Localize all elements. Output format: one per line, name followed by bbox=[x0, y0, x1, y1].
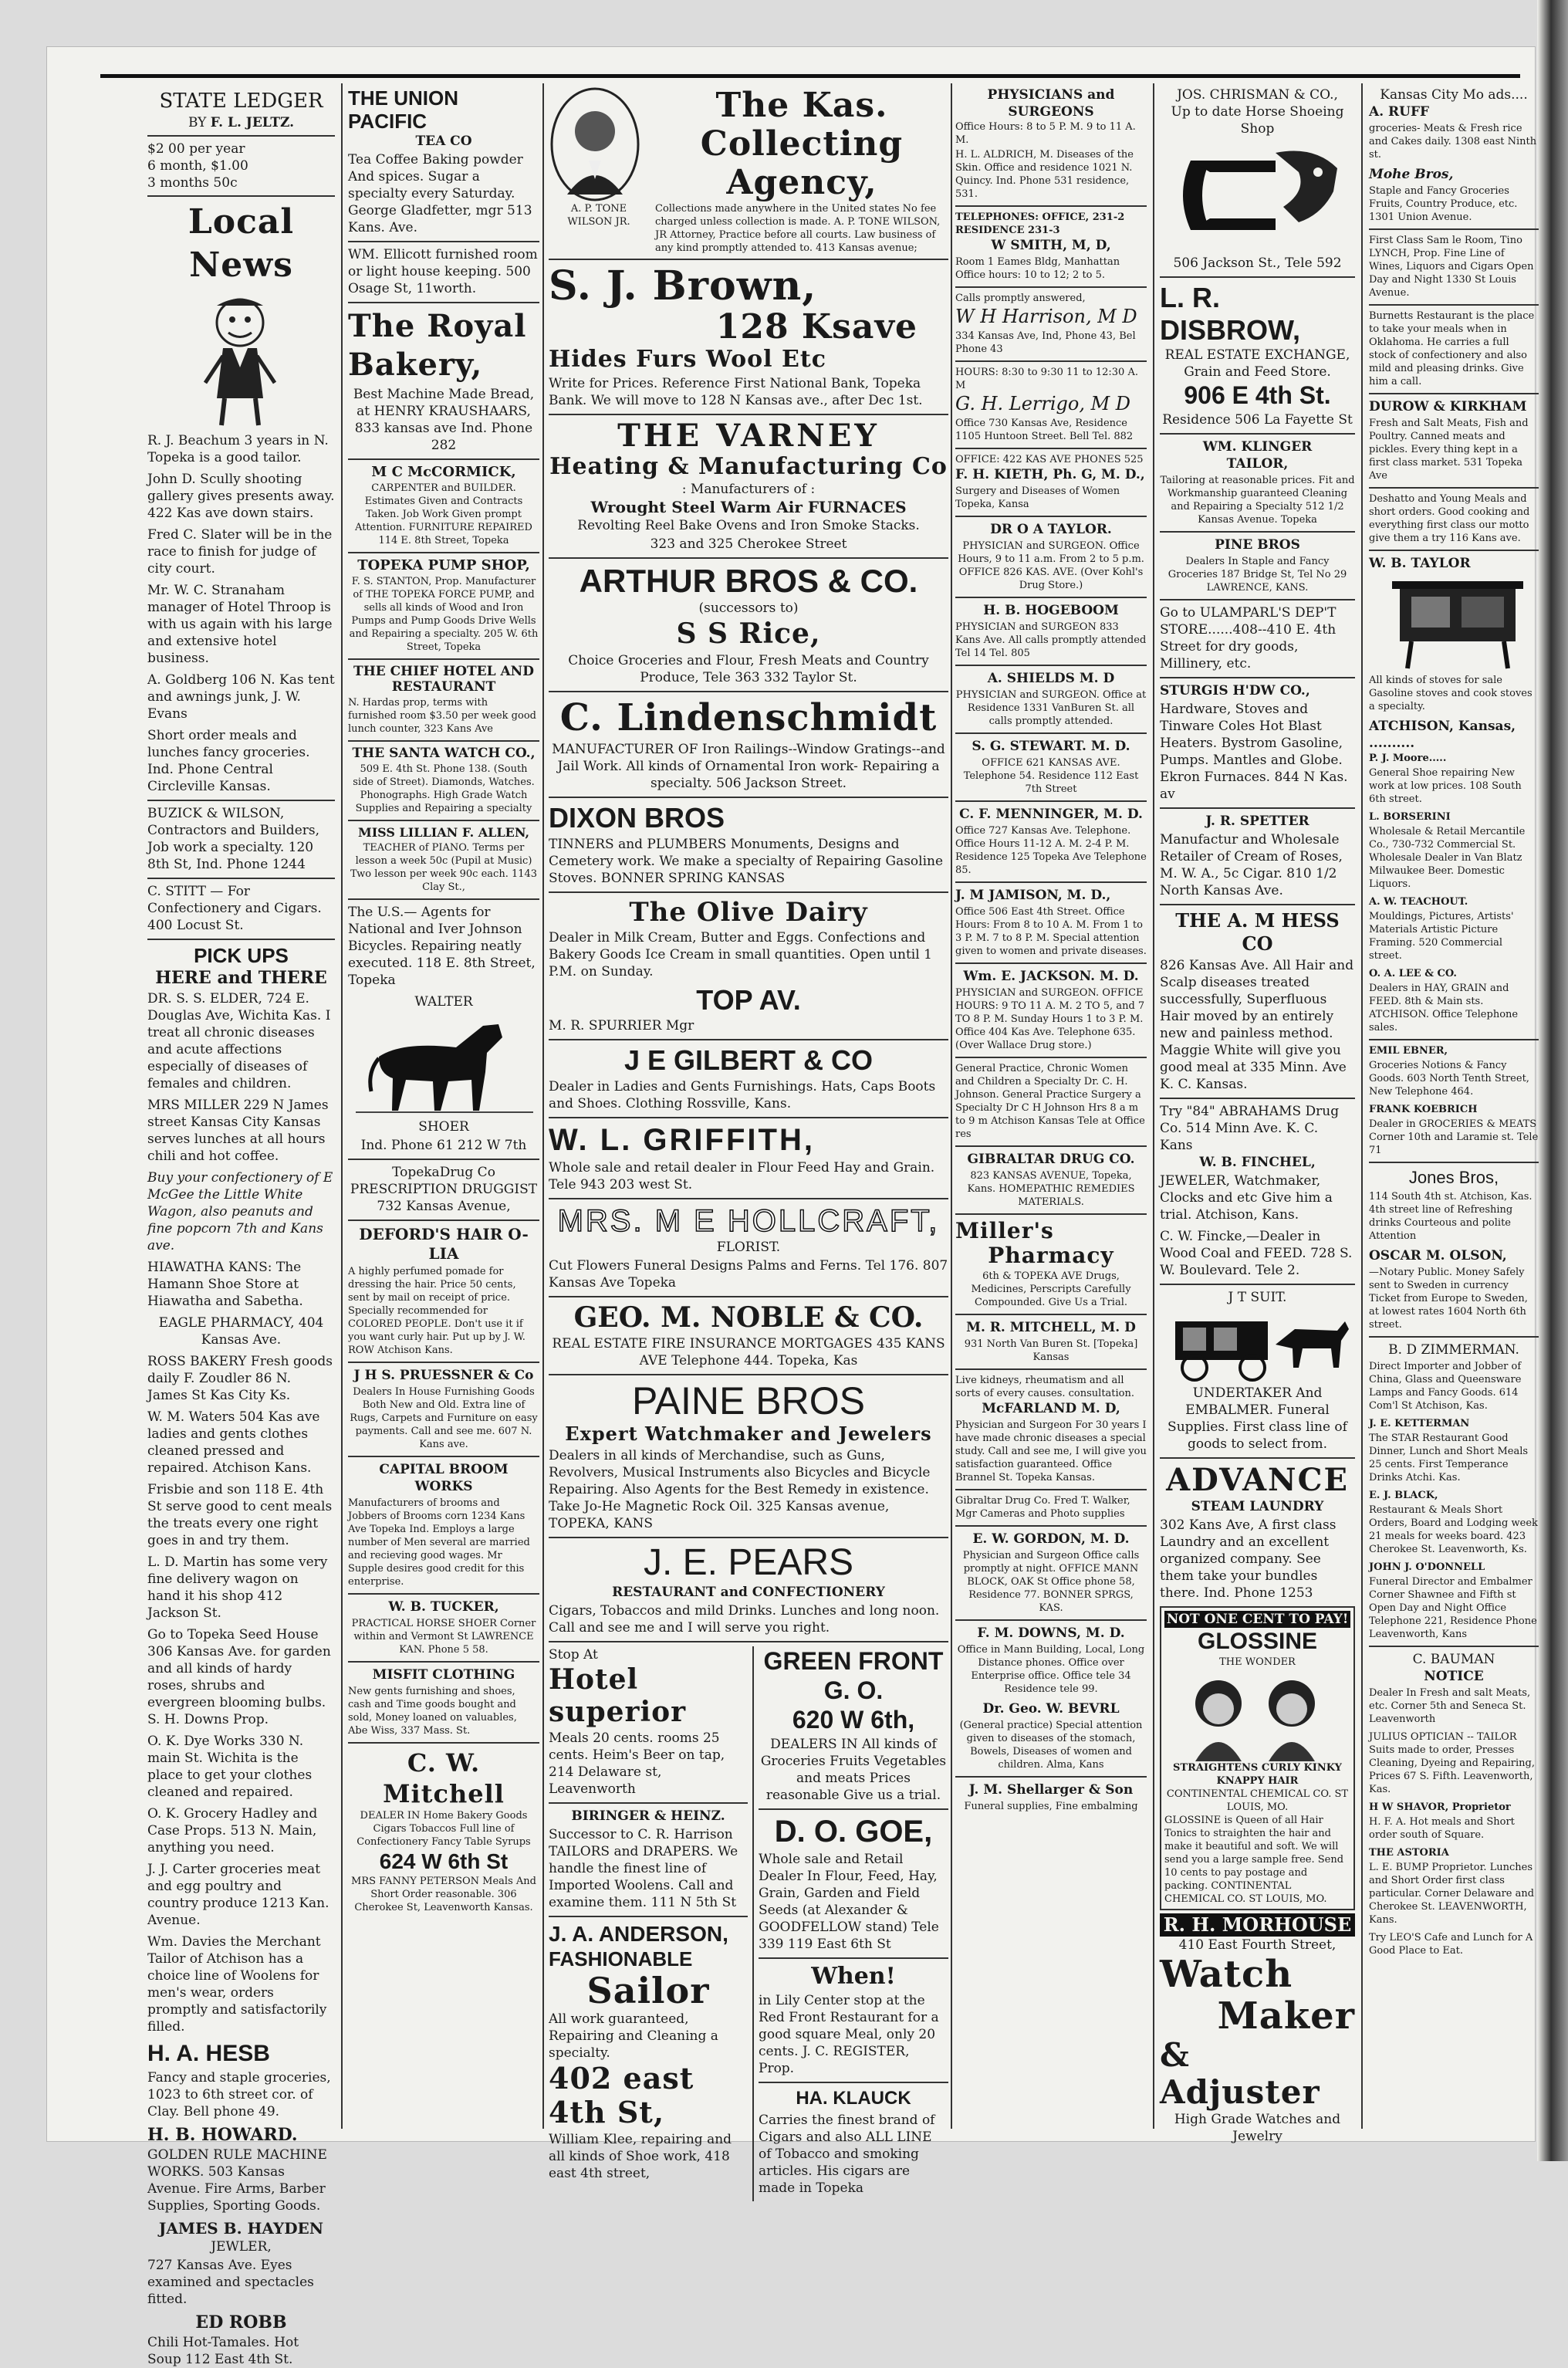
deford-text: A highly perfumed pomade for dressing the hair. Price 50 cents, sent by mail on receipt of price. Specially recommended for COLORED PEOPLE. Don't use it if you want curly hair. Put up by J. W. ROW Atchison Kans. bbox=[348, 1266, 525, 1356]
greenfront-name: GREEN FRONT G. O. bbox=[763, 1647, 944, 1704]
goe-name: D. O. GOE, bbox=[774, 1815, 933, 1849]
lee-name: O. A. LEE & CO. bbox=[1369, 968, 1457, 979]
news-item: C. STITT — For Confectionery and Cigars. 400 Locust St. bbox=[147, 884, 322, 933]
anderson-sub: FASHIONABLE bbox=[549, 1947, 693, 1971]
downs-text: Office in Mann Building, Local, Long Distance phones. Office over Enterprise office. Office tele 34 Residence tele 99. bbox=[957, 1644, 1145, 1695]
santa-name: THE SANTA WATCH CO., bbox=[352, 746, 536, 761]
ebner-name: EMIL EBNER, bbox=[1369, 1045, 1448, 1057]
gordon-text: Physician and Surgeon Office calls promptly at night. OFFICE MANN BLOCK, OAK St Office phone 58, Residence 77. BONNER SPRGS, KAS. bbox=[962, 1550, 1140, 1614]
burnetts-text: Burnetts Restaurant is the place to take your meals when in Oklahoma. He carries a full stock of confectionery and also mild and pleasing drinks. Give him a call. bbox=[1369, 310, 1535, 387]
disbrow-text: REAL ESTATE EXCHANGE, Grain and Feed Store. bbox=[1164, 347, 1350, 380]
johnson-text: General Practice, Chronic Women and Children a Specialty Dr. C. H. Johnson. General Practice Surgery a Specialty Dr C H Johnson Hrs 8 a m to 9 m Atchison Kansas Tele at Office res bbox=[955, 1063, 1145, 1140]
glossine-name: GLOSSINE bbox=[1197, 1629, 1318, 1654]
howard-name: H. B. HOWARD. bbox=[147, 2125, 298, 2145]
menninger-text: Office 727 Kansas Ave. Telephone. Office Hours 11-12 A. M. 2-4 P. M. Residence 125 Topeka Ave Telephone 85. bbox=[955, 825, 1147, 876]
ebner-text: Groceries Notions & Fancy Goods. 603 North Tenth Street, New Telephone 464. bbox=[1369, 1060, 1529, 1098]
smith-name: W SMITH, M, D, bbox=[991, 238, 1111, 253]
watch-line1: Watch bbox=[1160, 1953, 1293, 1996]
superior-text: Meals 20 cents. rooms 25 cents. Heim's Beer on tap, 214 Delaware st, Leavenworth bbox=[549, 1730, 725, 1797]
news-item: Short order meals and lunches fancy groceries. Ind. Phone Central Circleville Kansas. bbox=[147, 728, 310, 794]
bevrl-text: (General practice) Special attention given to diseases of the stomach, Bowels, Diseases of women and children. Alma, Kans bbox=[959, 1720, 1143, 1771]
caricature-illustration bbox=[147, 290, 335, 429]
arthur-text: Choice Groceries and Flour, Fresh Meats and Country Produce, Tele 363 332 Taylor St. bbox=[568, 653, 929, 685]
hayden-text: 727 Kansas Ave. Eyes examined and spectacles fitted. bbox=[147, 2258, 314, 2307]
paine-sub: Expert Watchmaker and Jewelers bbox=[565, 1422, 932, 1445]
stewart-text: OFFICE 621 KANSAS AVE. Telephone 54. Residence 112 East 7th Street bbox=[963, 757, 1139, 795]
hearse-illustration bbox=[1160, 1306, 1355, 1383]
varney-line4: 323 and 325 Cherokee Street bbox=[650, 536, 847, 552]
mccormick-name: M C McCORMICK, bbox=[371, 464, 516, 480]
broom-text: Manufacturers of brooms and Jobbers of Brooms corn 1234 Kans Ave Topeka Ind. Employs a large number of Men several are married and recieving good wages. Mr Supple desires good credit for this enterprise. bbox=[348, 1497, 530, 1588]
olson-name: OSCAR M. OLSON, bbox=[1369, 1248, 1507, 1263]
collect-name: The Kas. Collecting Agency, bbox=[700, 86, 904, 202]
gilbert-name: J E GILBERT & CO bbox=[623, 1044, 874, 1076]
noble-text: REAL ESTATE FIRE INSURANCE MORTGAGES 435 KANS AVE Telephone 444. Topeka, Kas bbox=[552, 1336, 945, 1368]
ulampar-text: Go to ULAMPARL'S DEP'T STORE......408--410 E. 4th Street for dry goods, Millinery, etc. bbox=[1160, 605, 1337, 671]
moore-name: P. J. Moore..... bbox=[1369, 753, 1447, 764]
column-1 bbox=[143, 83, 340, 2367]
horse-illustration bbox=[348, 1010, 539, 1118]
pine-text: Dealers In Staple and Fancy Groceries 187 Bridge St, Tel No 29 LAWRENCE, KANS. bbox=[1168, 556, 1347, 594]
advance-sub: STEAM LAUNDRY bbox=[1191, 1499, 1324, 1514]
brown-name: S. J. Brown, bbox=[549, 262, 817, 310]
durow-text: Fresh and Salt Meats, Fish and Poultry. Canned meats and pickles. Every thing kept in a first class market. 531 Topeka Ave bbox=[1369, 418, 1529, 482]
farland-name: McFARLAND M. D, bbox=[982, 1401, 1120, 1416]
zimmerman-name: B. D ZIMMERMAN. bbox=[1388, 1342, 1519, 1358]
kieth-name: F. H. KIETH, Ph. G, M. D., bbox=[955, 467, 1145, 482]
walker-text: Gibraltar Drug Co. Fred T. Walker, Mgr Cameras and Photo supplies bbox=[955, 1495, 1130, 1520]
inner-rule bbox=[752, 1646, 754, 2201]
klinger-text: Tailoring at reasonable prices. Fit and Workmanship guaranteed Cleaning and Repairing a Specialty 512 1/2 Kansas Avenue. Topeka bbox=[1160, 475, 1355, 526]
arthur-name2: S S Rice, bbox=[676, 617, 821, 650]
pickup-item: EAGLE PHARMACY, 404 Kansas Ave. bbox=[158, 1315, 324, 1348]
top-rule bbox=[100, 74, 1520, 78]
collect-ad bbox=[549, 86, 948, 255]
julius-text: JULIUS OPTICIAN -- TAILOR Suits made to order, Presses Cleaning, Dyeing and Repairing, Prices 67 S. Fifth. Leavenworth, Kas. bbox=[1369, 1731, 1535, 1795]
jones-name: Jones Bros, bbox=[1408, 1168, 1499, 1187]
gilbert-text: Dealer in Ladies and Gents Furnishings. Hats, Caps Boots and Shoes. Clothing Rossville, Kans. bbox=[549, 1079, 936, 1111]
union-name: THE UNION PACIFIC bbox=[348, 86, 458, 133]
koebrich-text: Dealer in GROCERIES & MEATS Corner 10th and Laramie st. Tele 71 bbox=[1369, 1118, 1539, 1156]
pears-name: J. E. PEARS bbox=[643, 1542, 854, 1583]
pickup-item: Go to Topeka Seed House 306 Kansas Ave. for garden and all kinds of hardy roses, shrubs and evergreen blooming bulbs. S. H. Downs Prop. bbox=[147, 1627, 331, 1727]
pickup-item: HIAWATHA KANS: The Hamann Shoe Store at Hiawatha and Sabetha. bbox=[147, 1260, 303, 1309]
column-2 bbox=[343, 83, 544, 2129]
paine-text: Dealers in all kinds of Merchandise, such as Guns, Revolvers, Musical Instruments also Bicycles and Bicycle Repairing. Also Agents for the Best Remedy in existence. Take Jo-He Magnetic Rock Oil. 325 Kansas avenue, TOPEKA, KANS bbox=[549, 1448, 931, 1531]
ledger-rate-2: 6 month, $1.00 bbox=[147, 158, 248, 174]
ruff-name: A. RUFF bbox=[1369, 104, 1430, 120]
goe-text: Whole sale and Retail Dealer In Flour, Feed, Hay, Grain, Garden and Field Seeds (at Alexander & GOODFELLOW stand) Tele 339 119 East 6th St bbox=[759, 1852, 939, 1952]
lerrigo-name: G. H. Lerrigo, M D bbox=[955, 393, 1131, 414]
black-name: E. J. BLACK, bbox=[1369, 1490, 1438, 1501]
gibraltar-name: GIBRALTAR DRUG CO. bbox=[967, 1152, 1135, 1167]
klauck-text: Carries the finest brand of Cigars and also ALL LINE of Tobacco and smoking articles. His cigars are made in Topeka bbox=[759, 2113, 935, 2196]
mitchell-text: DEALER IN Home Bakery Goods Cigars Tobaccos Full line of Confectionery Fancy Table Syrups bbox=[357, 1810, 531, 1848]
varney-sub: Heating & Manufacturing Co bbox=[549, 453, 948, 480]
shields-name: A. SHIELDS M. D bbox=[987, 671, 1115, 686]
news-item: Mr. W. C. Stranaham manager of Hotel Throop is with us again with his large and extensive hotel business. bbox=[147, 583, 333, 666]
disbrow-name: L. R. DISBROW, bbox=[1160, 282, 1301, 346]
news-item: R. J. Beachum 3 years in N. Topeka is a good tailor. bbox=[147, 433, 329, 465]
greenfront-addr: 620 W 6th, bbox=[792, 1706, 915, 1734]
us-text: The U.S.— Agents for National and Iver Johnson Bicycles. Repairing neatly executed. 118 E. 8th Street, Topeka bbox=[348, 905, 536, 988]
lerrigo-hours: HOURS: 8:30 to 9:30 11 to 12:30 A. M bbox=[955, 367, 1138, 391]
phys-text: Office Hours: 8 to 5 P. M. 9 to 11 A. M. bbox=[955, 121, 1136, 146]
chief-text: N. Hardas prop, terms with furnished room $3.50 per week good lunch counter, 323 Kans Ave bbox=[348, 697, 536, 735]
hesb-name: H. A. HESB bbox=[147, 2041, 270, 2066]
column-4 bbox=[951, 83, 1151, 2129]
brown-addr: 128 Ksave bbox=[715, 307, 917, 347]
gordon-name: E. W. GORDON, M. D. bbox=[972, 1531, 1130, 1547]
disbrow-addr: 906 E 4th St. bbox=[1184, 381, 1331, 409]
arthur-name: ARTHUR BROS & CO. bbox=[579, 563, 918, 599]
mccormick-text: CARPENTER and BUILDER. Estimates Given and Contracts Taken. Job Work Given prompt Attention. FURNITURE REPAIRED 114 E. 8th Street, Topeka bbox=[355, 482, 532, 546]
news-item: Fred C. Slater will be in the race to finish for judge of city court. bbox=[147, 527, 333, 577]
biringer-text: Successor to C. R. Harrison TAILORS and DRAPERS. We handle the finest line of Imported Woolens. Call and examine them. 111 N 5th St bbox=[549, 1827, 738, 1910]
jamison-name: J. M JAMISON, M. D., bbox=[955, 888, 1111, 903]
pickup-item: Wm. Davies the Merchant Tailor of Atchison has a choice line of Woolens for men's wear, orders promptly and satisfactorily filled. bbox=[147, 1934, 327, 2035]
chrisman-addr: 506 Jackson St., Tele 592 bbox=[1173, 255, 1342, 271]
taylor-name: DR O A TAYLOR. bbox=[990, 522, 1112, 537]
watch-text: High Grade Watches and Jewelry bbox=[1174, 2112, 1341, 2144]
spetter-name: J. R. SPETTER bbox=[1205, 814, 1309, 829]
jones-text: 114 South 4th st. Atchison, Kas. 4th street line of Refreshing drinks Courteous and polite Attention bbox=[1369, 1191, 1533, 1242]
linden-text: MANUFACTURER OF Iron Railings--Window Gratings--and Jail Work. All kinds of Ornamental Iron work- Repairing a specialty. 506 Jackson Street. bbox=[552, 742, 945, 791]
linden-name: C. Lindenschmidt bbox=[559, 696, 938, 739]
ledger-rate-1: $2 00 per year bbox=[147, 141, 245, 157]
col3-lower-block bbox=[549, 1646, 948, 2201]
topav-text: M. R. SPURRIER Mgr bbox=[549, 1018, 694, 1033]
finchel-name: W. B. FINCHEL, bbox=[1199, 1155, 1316, 1170]
shavor-text: H. F. A. Hot meals and Short order south of Square. bbox=[1369, 1816, 1515, 1841]
klinger-sub: TAILOR, bbox=[1226, 456, 1289, 472]
sturgis-text: Hardware, Stoves and Tinware Coles Hot Blast Heaters. Bystrom Gasoline, Pumps. Mantles and Globe. Ekron Furnaces. 844 N Kas. av bbox=[1160, 702, 1348, 802]
elliott-text: WM. Ellicott furnished room or light house keeping. 500 Osage St, 11worth. bbox=[348, 247, 538, 296]
bauman-sub: NOTICE bbox=[1424, 1669, 1484, 1684]
griffith-name: W. L. GRIFFITH, bbox=[549, 1123, 815, 1157]
when-name: When! bbox=[811, 1963, 896, 1990]
union-sub: TEA CO bbox=[415, 134, 472, 149]
spetter-text: Manufactur and Wholesale Retailer of Cream of Roses, M. W. A., 5c Cigar. 810 1/2 North Kansas Ave. bbox=[1160, 832, 1343, 898]
news-item: BUZICK & WILSON, Contractors and Builders, Job work a specialty. 120 8th St, Ind. Phone 1244 bbox=[147, 806, 320, 872]
mitchell-md-text: 931 North Van Buren St. [Topeka] Kansas bbox=[964, 1338, 1138, 1363]
robb-name: ED ROBB bbox=[195, 2312, 287, 2332]
bros-name: Mohe Bros, bbox=[1369, 167, 1454, 182]
walter-sub: SHOER bbox=[418, 1119, 469, 1135]
anderson-text: All work guaranteed, Repairing and Cleaning a specialty. bbox=[549, 2011, 718, 2061]
column-rule bbox=[1361, 83, 1363, 2129]
anderson-name2: Sailor bbox=[586, 1970, 710, 2011]
ketterman-name: J. E. KETTERMAN bbox=[1369, 1418, 1470, 1429]
superior-name: Hotel superior bbox=[549, 1663, 687, 1728]
gibraltar-text: 823 KANSAS AVENUE, Topeka, Kans. HOMEPATHIC REMEDIES MATERIALS. bbox=[967, 1170, 1135, 1208]
black-text: Restaurant & Meals Short Orders, Board and Lodging week 21 meals for weeks board. 423 Cherokee St. Leavenworth, Ks. bbox=[1369, 1504, 1538, 1555]
disbrow-text2: Residence 506 La Fayette St bbox=[1162, 412, 1353, 428]
howard-text: GOLDEN RULE MACHINE WORKS. 503 Kansas Avenue. Fire Arms, Barber Supplies, Sporting Goods. bbox=[147, 2147, 327, 2214]
pickup-item: DR. S. S. ELDER, 724 E. Douglas Ave, Wichita Kas. I treat all chronic diseases and acute affections especially of diseases of females and children. bbox=[147, 991, 331, 1091]
horseshoe-illustration bbox=[1160, 137, 1355, 253]
jackson-text: PHYSICIAN and SURGEON. OFFICE HOURS: 9 TO 11 A. M. 2 TO 5, and 7 TO 8 P. M. Sunday Hours 1 to 3 P. M. Office 404 Kas Ave. Telephone 635. (Over Wallace Drug store.) bbox=[955, 987, 1145, 1051]
zimmerman-text: Direct Importer and Jobber of China, Glass and Queensware Lamps and Fancy Goods. 614 Com'l St Atchison, Kas. bbox=[1369, 1361, 1522, 1412]
mitchell-name: C. W. Mitchell bbox=[383, 1748, 505, 1808]
glossine-cap1: STRAIGHTENS CURLY KINKY KNAPPY HAIR bbox=[1173, 1762, 1342, 1787]
when-text: in Lily Center stop at the Red Front Restaurant for a good square Meal, only 20 cents. J. C. REGISTER, Prop. bbox=[759, 1993, 939, 2076]
broom-name: CAPITAL BROOM WORKS bbox=[379, 1462, 509, 1494]
miller-name: Miller's bbox=[955, 1218, 1054, 1243]
miller-text: 6th & TOPEKA AVE Drugs, Medicines, Perscripts Carefully Compounded. Give Us a Trial. bbox=[971, 1270, 1131, 1308]
column-5 bbox=[1155, 83, 1360, 2144]
varney-name: THE VARNEY bbox=[617, 418, 880, 454]
glossine-cap2: CONTINENTAL CHEMICAL CO. ST LOUIS, MO. bbox=[1166, 1788, 1349, 1813]
pickup-item: L. D. Martin has some very fine delivery wagon on hand it his shop 412 Jackson St. bbox=[147, 1554, 328, 1621]
mitchell-md-name: M. R. MITCHELL, M. D bbox=[966, 1320, 1136, 1335]
olson-text: —Notary Public. Money Safely sent to Sweden in currency Ticket from Europe to Sweden, at lowest rates 1604 North 6th street. bbox=[1369, 1267, 1528, 1331]
hollcraft-name: MRS. M E HOLLCRAFT, bbox=[557, 1204, 940, 1238]
sturgis-name: STURGIS H'DW CO., bbox=[1160, 683, 1310, 699]
astoria-text: L. E. BUMP Proprietor. Lunches and Short Order first class particular. Corner Delaware and Cherokee St. LEAVENWORTH, Kans. bbox=[1369, 1862, 1535, 1926]
downs-name: F. M. DOWNS, M. D. bbox=[977, 1625, 1125, 1641]
dixon-name: DIXON BROS bbox=[549, 802, 725, 834]
advance-name: ADVANCE bbox=[1166, 1462, 1349, 1498]
taylor-text: PHYSICIAN and SURGEON. Office Hours, 9 to 11 a.m. From 2 to 5 p.m. OFFICE 826 KAS. AVE. (Over Kohl's Drug Store.) bbox=[958, 540, 1144, 591]
klauck-name: HA. KLAUCK bbox=[796, 2088, 911, 2109]
phys-name: PHYSICIANS and SURGEONS bbox=[987, 87, 1115, 120]
hayden-name: JAMES B. HAYDEN bbox=[158, 2219, 324, 2238]
shavor-name: H W SHAVOR, Proprietor bbox=[1369, 1801, 1511, 1813]
chrisman-name: JOS. CHRISMAN & CO., bbox=[1177, 87, 1338, 103]
fincke-text: C. W. Fincke,—Dealer in Wood Coal and FEED. 728 S. W. Boulevard. Tele 2. bbox=[1160, 1229, 1353, 1278]
chief-name: THE CHIEF HOTEL AND RESTAURANT bbox=[353, 664, 534, 695]
odonnell-text: Funeral Director and Embalmer Corner Shawnee and Fifth st Open Day and Night Office Telephone 221, Residence Phone Leavenworth, Kans bbox=[1369, 1576, 1537, 1640]
local-news-heading: Local News bbox=[188, 202, 295, 285]
topeka-drug-text: TopekaDrug Co PRESCRIPTION DRUGGIST 732 Kansas Avenue, bbox=[350, 1165, 538, 1214]
lee-text: Dealers in HAY, GRAIN and FEED. 8th & Main sts. ATCHISON. Office Telephone sales. bbox=[1369, 983, 1519, 1033]
bros-text: Staple and Fancy Groceries Fruits, Country Produce, etc. 1301 Union Avenue. bbox=[1369, 185, 1518, 223]
collect-portrait bbox=[549, 86, 649, 255]
olive-text: Dealer in Milk Cream, Butter and Eggs. Confections and Bakery Goods Ice Cream in small quantities. Open until 1 P.M. on Sunday. bbox=[549, 930, 932, 979]
olive-name: The Olive Dairy bbox=[629, 897, 868, 928]
kc-heading: Kansas City Mo ads.... bbox=[1380, 87, 1528, 103]
allen-text: TEACHER of PIANO. Terms per lesson a week 50c (Pupil at Music) Two lesson per week 90c each. 1143 Clay St., bbox=[350, 842, 538, 893]
column-6 bbox=[1364, 83, 1543, 2129]
hayden-sub: JEWLER, bbox=[211, 2239, 272, 2255]
misfit-text: New gents furnishing and shoes, cash and Time goods bought and sold, Money loaned on valuables, Abe Wiss, 337 Mass. St. bbox=[348, 1686, 517, 1737]
walter-name: WALTER bbox=[414, 994, 473, 1010]
menninger-name: C. F. MENNINGER, M. D. bbox=[959, 807, 1143, 822]
anderson-addr: 402 east 4th St, bbox=[549, 2061, 694, 2130]
morhouse-text: 410 East Fourth Street, bbox=[1178, 1937, 1337, 1953]
santa-text: 509 E. 4th St. Phone 138. (South side of Street). Diamonds, Watches. Phonographs. High Grade Watch Supplies and Repairing a specialty bbox=[353, 763, 535, 814]
varney-line2: Wrought Steel Warm Air FURNACES bbox=[590, 498, 907, 516]
shellarger-text: Funeral supplies, Fine embalming bbox=[964, 1801, 1138, 1812]
royal-name: The Royal Bakery, bbox=[348, 308, 527, 383]
farland-pre: Live kidneys, rheumatism and all sorts of every causes. consultation. bbox=[955, 1375, 1135, 1399]
allen-name: MISS LILLIAN F. ALLEN, bbox=[357, 825, 530, 840]
astoria-name: THE ASTORIA bbox=[1369, 1847, 1449, 1859]
kieth-text: Surgery and Diseases of Women Topeka, Kansa bbox=[955, 485, 1120, 510]
chrisman-text: Up to date Horse Shoeing Shop bbox=[1171, 104, 1344, 137]
varney-text: : Manufacturers of : bbox=[681, 482, 816, 497]
peterson-text: MRS FANNY PETERSON Meals And Short Order reasonable. 306 Cherokee St, Leavenworth Kansas. bbox=[351, 1876, 536, 1913]
anderson-name: J. A. ANDERSON, bbox=[549, 1922, 728, 1946]
collect-text: Collections made anywhere in the United states No fee charged unless collection is made. A. P. TONE WILSON, JR Attorney, Practice before all courts. Law business of any kind promptly attended to. 413 Kansas avenue; bbox=[655, 203, 941, 254]
pears-text: Cigars, Tobaccos and mild Drinks. Lunches and long noon. Call and see me and I will serve you right. bbox=[549, 1603, 940, 1636]
taylor-stove-text: All kinds of stoves for sale Gasoline stoves and cook stoves a specialty. bbox=[1369, 675, 1533, 712]
ketterman-text: The STAR Restaurant Good Dinner, Lunch and Short Meals 25 cents. First Temperance Drinks Atchi. Kas. bbox=[1369, 1433, 1529, 1483]
biringer-name: BIRINGER & HEINZ. bbox=[571, 1808, 725, 1824]
kieth-pre: OFFICE: 422 KAS AVE PHONES 525 bbox=[955, 454, 1144, 465]
brown-text: Write for Prices. Reference First National Bank, Topeka Bank. We will move to 128 N Kansas ave., after Dec 1st. bbox=[549, 376, 923, 408]
leo-text: Try LEO'S Cafe and Lunch for A Good Place to Eat. bbox=[1369, 1932, 1533, 1957]
glossine-text: GLOSSINE is Queen of all Hair Tonics to straighten the hair and make it beautiful and soft. We will send you a large sample free. Send 10 cents to pay postage and packing. CONTINENTAL CHEMICAL CO. ST LOUIS, MO. bbox=[1164, 1815, 1344, 1905]
borserini-name: L. BORSERINI bbox=[1369, 811, 1451, 823]
dixon-text: TINNERS and PLUMBERS Monuments, Designs and Cemetery work. We make a specialty of Repairing Gasoline Stoves. BONNER SPRING KANSAS bbox=[549, 837, 944, 886]
shields-text: PHYSICIAN and SURGEON. Office at Residence 1331 VanBuren St. all calls promptly attended. bbox=[955, 689, 1147, 727]
column-rule bbox=[341, 83, 343, 2129]
jamison-text: Office 506 East 4th Street. Office Hours: From 8 to 10 A. M. From 1 to 3 P. M. 7 to 8 P. M. Special attention given to women and private diseases. bbox=[955, 906, 1147, 957]
teachout-text: Mouldings, Pictures, Artists' Materials Artistic Picture Framing. 520 Commercial street. bbox=[1369, 911, 1514, 962]
ledger-by: BY F. L. JELTZ. bbox=[188, 115, 295, 130]
pruessner-text: Dealers In House Furnishing Goods Both New and Old. Extra line of Rugs, Carpets and Furniture on easy payments. Call and see me. 607 N. Kans ave. bbox=[350, 1386, 538, 1450]
pickup-item: J. J. Carter groceries meat and egg poultry and country produce 1213 Kan. Avenue. bbox=[147, 1862, 329, 1928]
borserini-text: Wholesale & Retail Mercantile Co., 730-732 Commercial St. Wholesale Dealer in Van Blatz Milwaukee Beer. Domestic Liquors. bbox=[1369, 826, 1526, 890]
ruff-text: groceries- Meats & Fresh rice and Cakes daily. 1308 east Ninth st. bbox=[1369, 123, 1537, 161]
deford-name: DEFORD'S HAIR O-LIA bbox=[359, 1225, 529, 1263]
greenfront-text: DEALERS IN All kinds of Groceries Fruits Vegetables and meats Prices reasonable Give us a trial. bbox=[760, 1737, 947, 1803]
pickup-item: ROSS BAKERY Fresh goods daily F. Zoudler 86 N. James St Kas City Ks. bbox=[147, 1354, 333, 1403]
advance-text: 302 Kans Ave, A first class Laundry and an excellent organized company. See them take your bundles there. Ind. Phone 1253 bbox=[1160, 1517, 1337, 1601]
lynch-text: First Class Sam le Room, Tino LYNCH, Prop. Fine Line of Wines, Liquors and Cigars Open Day and Night 1330 St Louis Avenue. bbox=[1369, 235, 1534, 299]
mitchell-addr: 624 W 6th St bbox=[379, 1849, 509, 1873]
stewart-name: S. G. STEWART. M. D. bbox=[972, 739, 1130, 754]
brown-sub: Hides Furs Wool Etc bbox=[549, 346, 826, 373]
royal-text: Best Machine Made Bread, at HENRY KRAUSHAARS, 833 kansas ave Ind. Phone 282 bbox=[353, 387, 535, 453]
noble-name: GEO. M. NOBLE & CO. bbox=[573, 1301, 924, 1334]
pickups-heading: PICK UPS bbox=[194, 944, 289, 967]
shellarger-name: J. M. Shellarger & Son bbox=[968, 1782, 1134, 1798]
jackson-name: Wm. E. JACKSON. M. D. bbox=[963, 969, 1139, 984]
walter-text: Ind. Phone 61 212 W 7th bbox=[360, 1138, 527, 1153]
varney-line3: Revolting Reel Bake Ovens and Iron Smoke Stacks. bbox=[577, 518, 920, 533]
collect-caption: A. P. TONE WILSON JR. bbox=[567, 203, 630, 228]
anderson-text2: William Klee, repairing and all kinds of Shoe work, 418 east 4th street, bbox=[549, 2132, 732, 2181]
pickup-item: Buy your confectionery of E McGee the Little White Wagon, also peanuts and fine popcorn 7th and Kans ave. bbox=[147, 1170, 333, 1253]
glossine-head: NOT ONE CENT TO PAY! bbox=[1164, 1611, 1350, 1628]
glossine-illustration bbox=[1164, 1669, 1350, 1761]
tucker-text: PRACTICAL HORSE SHOER Corner within and Vermont St LAWRENCE KAN. Phone 5 58. bbox=[351, 1618, 536, 1656]
pump-text: F. S. STANTON, Prop. Manufacturer of THE TOPEKA FORCE PUMP, and sells all kinds of Wood and Iron Pumps and Pump Goods Drive Wells and Repairing a specialty. 205 W. 6th Street, Topeka bbox=[349, 576, 539, 653]
pickup-item: O. K. Grocery Hadley and Case Props. 513 N. Main, anything you need. bbox=[147, 1806, 318, 1855]
hollcraft-sub: FLORIST. bbox=[716, 1240, 781, 1255]
glossine-ad bbox=[1160, 1606, 1355, 1910]
klinger-name: WM. KLINGER bbox=[1202, 439, 1313, 455]
hogeboom-text: PHYSICIAN and SURGEON 833 Kans Ave. All calls promptly attended Tel 14 Tel. 805 bbox=[955, 621, 1147, 659]
smith-tel: TELEPHONES: OFFICE, 231-2 RESIDENCE 231-3 bbox=[955, 211, 1125, 236]
pickup-item: W. M. Waters 504 Kas ave ladies and gents clothes cleaned pressed and repaired. Atchison Kans. bbox=[147, 1409, 320, 1476]
hess-name: THE A. M HESS CO bbox=[1175, 909, 1340, 955]
paine-name: PAINE BROS bbox=[632, 1379, 865, 1422]
harrison-name: W H Harrison, M D bbox=[955, 306, 1137, 327]
bauman-text: Dealer In Fresh and salt Meats, etc. Corner 5th and Seneca St. Leavenworth bbox=[1369, 1687, 1531, 1725]
smith-text: Room 1 Eames Bldg, Manhattan Office hours: 10 to 12; 2 to 5. bbox=[955, 256, 1120, 281]
hesb-text: Fancy and staple groceries, 1023 to 6th street cor. of Clay. Bell phone 49. bbox=[147, 2070, 331, 2119]
topav-name: TOP AV. bbox=[696, 984, 801, 1016]
finchel-text: JEWELER, Watchmaker, Clocks and etc Give him a trial. Atchison, Kans. bbox=[1160, 1173, 1333, 1223]
union-text: Tea Coffee Baking powder And spices. Sugar a specialty every Saturday. George Gladfetter, mgr 513 Kans. Ave. bbox=[348, 152, 532, 235]
pump-name: TOPEKA PUMP SHOP, bbox=[357, 557, 530, 573]
phys-line: H. L. ALDRICH, M. Diseases of the Skin. Office and residence 1021 N. Quincy. Ind. Phone 531 residence, 531. bbox=[955, 149, 1134, 200]
hogeboom-name: H. B. HOGEBOOM bbox=[983, 603, 1119, 618]
pickup-item: Frisbie and son 118 E. 4th St serve good to cent meals the treats every one right goes in and try them. bbox=[147, 1482, 333, 1548]
suit-name: J T SUIT. bbox=[1228, 1290, 1287, 1305]
suit-text: UNDERTAKER And EMBALMER. Funeral Supplies. First class line of goods to select from. bbox=[1168, 1385, 1347, 1452]
watch-line2: Maker bbox=[1217, 1994, 1355, 2038]
ledger-rate-3: 3 months 50c bbox=[147, 175, 238, 191]
harrison-pre: Calls promptly answered, bbox=[955, 293, 1086, 304]
lerrigo-text: Office 730 Kansas Ave, Residence 1105 Huntoon Street. Bell Tel. 882 bbox=[955, 418, 1134, 442]
ledger-title: STATE LEDGER bbox=[159, 90, 323, 113]
abrahams-text: Try "84" ABRAHAMS Drug Co. 514 Minn Ave. K. C. Kans bbox=[1160, 1104, 1340, 1153]
hollcraft-text: Cut Flowers Funeral Designs Palms and Ferns. Tel 176. 807 Kansas Ave Topeka bbox=[549, 1258, 948, 1291]
harrison-text: 334 Kansas Ave, Ind, Phone 43, Bel Phone 43 bbox=[955, 330, 1136, 355]
atchison-heading: ATCHISON, Kansas, .......... bbox=[1369, 719, 1516, 751]
news-item: John D. Scully shooting gallery gives presents away. 422 Kas ave down stairs. bbox=[147, 472, 335, 521]
superior-pre: Stop At bbox=[549, 1647, 598, 1663]
durow-name: DUROW & KIRKHAM bbox=[1369, 399, 1527, 414]
pickups-subheading: HERE and THERE bbox=[155, 968, 327, 988]
pears-sub: RESTAURANT and CONFECTIONERY bbox=[612, 1585, 885, 1600]
taylor-stove-name: W. B. TAYLOR bbox=[1369, 556, 1471, 571]
odonnell-name: JOHN J. O'DONNELL bbox=[1369, 1561, 1485, 1573]
bevrl-name: Dr. Geo. W. BEVRL bbox=[982, 1701, 1120, 1717]
morhouse-name: R. H. MORHOUSE bbox=[1160, 1913, 1355, 1937]
deshatto-text: Deshatto and Young Meals and short orders. Good cooking and everything first class our motto give them a try 116 Kans ave. bbox=[1369, 493, 1530, 544]
pruessner-name: J H S. PRUESSNER & Co bbox=[353, 1368, 534, 1383]
misfit-name: MISFIT CLOTHING bbox=[372, 1667, 515, 1683]
stove-illustration bbox=[1369, 572, 1539, 672]
watch-line3: & Adjuster bbox=[1160, 2036, 1320, 2111]
griffith-text: Whole sale and retail dealer in Flour Feed Hay and Grain. Tele 943 203 west St. bbox=[549, 1160, 935, 1192]
bauman-name: C. BAUMAN bbox=[1412, 1652, 1495, 1667]
moore-text: General Shoe repairing New work at low prices. 108 South 6th street. bbox=[1369, 767, 1522, 805]
news-item: A. Goldberg 106 N. Kas tent and awnings junk, J. W. Evans bbox=[147, 672, 335, 722]
miller-name2: Pharmacy bbox=[988, 1243, 1114, 1268]
glossine-sub: THE WONDER bbox=[1219, 1656, 1296, 1668]
pine-name: PINE BROS bbox=[1215, 537, 1300, 553]
column-rule bbox=[1153, 83, 1154, 2129]
pickup-item: MRS MILLER 229 N James street Kansas City Kansas serves lunches at all hours chili and hot coffee. bbox=[147, 1098, 329, 1164]
arthur-sub: (successors to) bbox=[698, 600, 799, 616]
robb-text: Chili Hot-Tamales. Hot Soup 112 East 4th St. bbox=[147, 2335, 299, 2367]
hess-text: 826 Kansas Ave. All Hair and Scalp diseases treated successfully, Superfluous Hair moved by an entirely new and painless method. Maggie White will give you good meal at 335 Minn. Ave K. C. Kansas. bbox=[1160, 958, 1354, 1092]
tucker-name: W. B. TUCKER, bbox=[388, 1599, 499, 1615]
pickup-item: O. K. Dye Works 330 N. main St. Wichita is the place to get your clothes cleaned and repaired. bbox=[147, 1734, 313, 1800]
koebrich-name: FRANK KOEBRICH bbox=[1369, 1104, 1478, 1115]
teachout-name: A. W. TEACHOUT. bbox=[1369, 896, 1468, 908]
column-3 bbox=[544, 83, 953, 2196]
farland-text: Physician and Surgeon For 30 years I have made chronic diseases a special study. Call and see me, I will give you satisfaction guaranteed. Office Brannel St. Topeka Kansas. bbox=[955, 1419, 1147, 1483]
